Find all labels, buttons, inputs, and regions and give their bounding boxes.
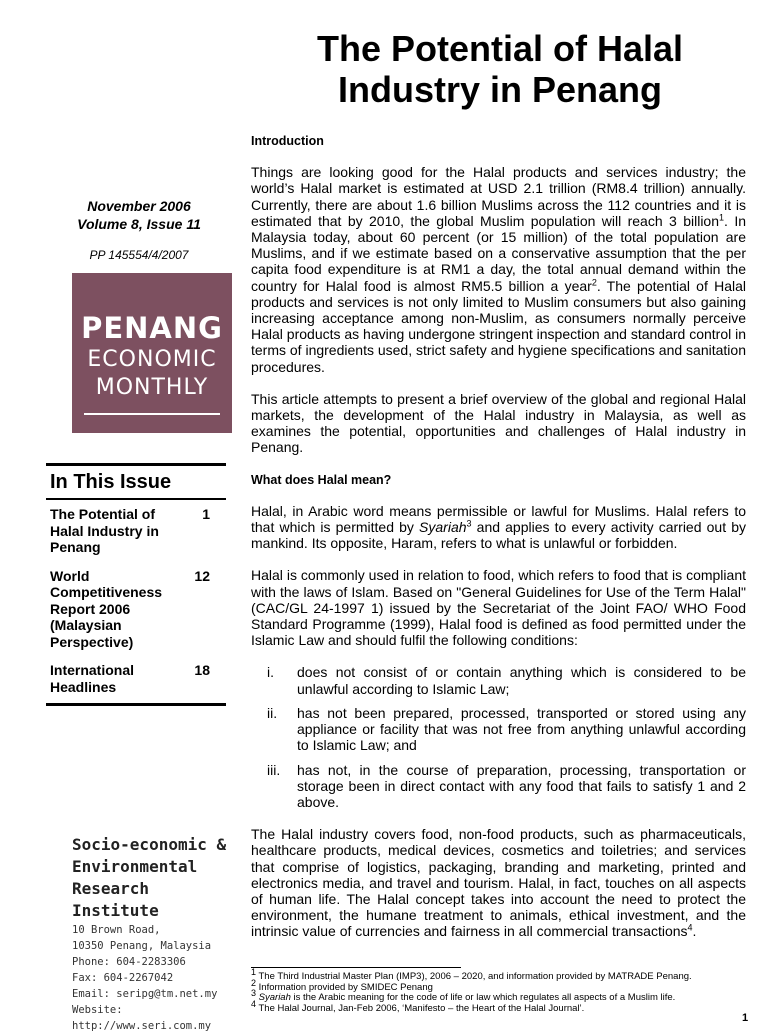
- issue-volume: Volume 8, Issue 11: [77, 216, 201, 232]
- institute-address-line: 10 Brown Road,: [72, 924, 161, 936]
- logo-line-3: MONTHLY: [95, 375, 209, 400]
- list-item: [251, 664, 746, 696]
- paragraph-halal-food: Halal is commonly used in relation to food, which refers to food that is compliant with the laws of Islam. Based on "General Guidelines for Use of the Term Halal" (CAC/GL 24-1997 1) issued by the Secretariat of the Joint FAO/ WHO Food Standard Programme (1999), Halal food is defined as food permitted under the Islamic Law and should fulfil the following conditions:: [251, 567, 746, 649]
- list-item-number: ii.: [267, 704, 278, 721]
- institute-name-line: Socio-economic &: [72, 835, 227, 854]
- permit-number: PP 145554/4/2007: [89, 248, 189, 262]
- institute-email[interactable]: Email: seripg@tm.net.my: [72, 988, 218, 1000]
- toc-bottom-rule: [46, 703, 226, 706]
- toc-item-page: 18: [194, 662, 210, 678]
- article-body: [251, 133, 746, 956]
- toc-item[interactable]: [46, 656, 226, 701]
- footnote-ref-1[interactable]: 1: [719, 212, 725, 223]
- footnote-2: $^2$ Information provided by SMIDEC Penang: [251, 977, 433, 993]
- footnote-4: $^4$ The Halal Journal, Jan-Feb 2006, ‘Manifesto – the Heart of the Halal Journal’.: [251, 998, 585, 1015]
- institute-website[interactable]: Website: http://www.seri.com.my: [72, 1004, 212, 1032]
- penang-economic-monthly-logo: [72, 273, 232, 433]
- list-item-text: has not, in the course of preparation, processing, transportation or storage been in direct contact with any food that fails to satisfy 1 and 2 above.: [297, 761, 746, 810]
- institute-fax: Fax: 604-2267042: [72, 972, 174, 984]
- toc-item-page: 12: [194, 567, 210, 584]
- footnote-separator: [251, 967, 461, 968]
- page-number: 1: [742, 1012, 749, 1024]
- institute-address-line: 10350 Penang, Malaysia: [72, 940, 212, 952]
- footnote-1: $^1$ The Third Industrial Master Plan (IMP3), 2006 – 2020, and information provided by MATRADE Penang.: [251, 967, 692, 983]
- toc-item-title: International Headlines: [50, 662, 135, 695]
- toc-item-page: 1: [202, 506, 210, 522]
- footnotes: [251, 967, 751, 1015]
- institute-name-line: Research Institute: [72, 879, 159, 920]
- toc-item[interactable]: [46, 562, 226, 657]
- institute-name-line: Environmental: [72, 857, 198, 876]
- footnote-ref-3[interactable]: 3: [466, 518, 472, 529]
- halal-conditions-list: [251, 664, 746, 810]
- toc-item-title: The Potential of Halal Industry in Penang: [50, 506, 159, 555]
- footnote-3: $^3$ Syariah is the Arabic meaning for the code of life or law which regulates all aspects of a Muslim life.: [251, 988, 676, 1004]
- paragraph-halal-definition: Halal, in Arabic word means permissible or lawful for Muslims. Halal refers to that which is permitted by Syariah$^3$ and applies to every activity carried out by mankind. Its opposite, Haram, refers to what is unlawful or forbidden.: [251, 502, 747, 552]
- toc-item-title: World Competitiveness Report 2006 (Malaysian Perspective): [50, 567, 163, 650]
- in-this-issue-box: [46, 463, 226, 706]
- paragraph-halal-industry: The Halal industry covers food, non-food products, such as pharmaceuticals, healthcare products, medical devices, cosmetics and toiletries; and services that comprise of logistics, packaging, branding and marketing, printed and electronics media, and travel and tourism. Halal, in fact, touches on all aspects of human life. The Halal concept takes into account the need to protect the environment, the humane treatment to animals, ethical investment, and the intrinsic value of currencies and fairness in all commercial transactions$^4$.: [251, 826, 746, 940]
- footnote-ref-2[interactable]: 2: [591, 276, 597, 287]
- toc-heading: In This Issue: [50, 471, 172, 493]
- section-heading-introduction: Introduction: [251, 134, 324, 148]
- list-item-text: has not been prepared, processed, transported or stored using any appliance or facility that was not free from anything unlawful according to Islamic Law; and: [297, 704, 746, 754]
- list-item: [251, 705, 746, 754]
- toc-item[interactable]: [46, 500, 226, 562]
- paragraph-intro-1: Things are looking good for the Halal products and services industry; the world’s Halal market is estimated at USD 2.1 trillion (RM8.4 trillion) annually. Currently, there are about 1.6 billion Muslims across the 112 countries and it is estimated that by 2010, the global Muslim population will reach 3 billion$^1$. In Malaysia today, about 60 percent (or 15 million) of the total population are Muslims, and if we estimate based on a conservative assumption that the per capita food expenditure is at RM1 a day, the total annual demand within the country for Halal food is almost RM5.5 billion a year$^2$. The potential of Halal products and services is not only limited to Muslim consumers but also gaining increasing acceptance among non-Muslim, as consumers normally perceive Halal products as having undergone stringent inspection and standard control in terms of ingredients used, strict safety and hygiene specifications and sanitation procedures.: [251, 164, 746, 375]
- list-item: [251, 762, 746, 811]
- logo-line-1: PENANG: [81, 311, 223, 345]
- list-item-text: does not consist of or contain anything which is considered to be unlawful according to Islamic Law;: [297, 664, 746, 697]
- issue-date: November 2006: [87, 198, 191, 214]
- list-item-number: i.: [267, 664, 274, 681]
- institute-contact-block: [72, 834, 242, 1034]
- institute-phone: Phone: 604-2283306: [72, 956, 186, 968]
- issue-date-block: [48, 197, 230, 233]
- paragraph-intro-2: This article attempts to present a brief overview of the global and regional Halal markets, the development of the Halal industry in Malaysia, as well as examines the potential, opportunities and challenges of Halal industry in Penang.: [251, 390, 746, 456]
- footnote-ref-4[interactable]: 4: [687, 922, 693, 933]
- section-heading-halal-meaning: What does Halal mean?: [251, 472, 392, 487]
- page-title: The Potential of Halal Industry in Penang: [316, 28, 684, 110]
- list-item-number: iii.: [267, 761, 281, 778]
- logo-rule: [84, 413, 220, 415]
- logo-line-2: ECONOMIC: [87, 347, 217, 372]
